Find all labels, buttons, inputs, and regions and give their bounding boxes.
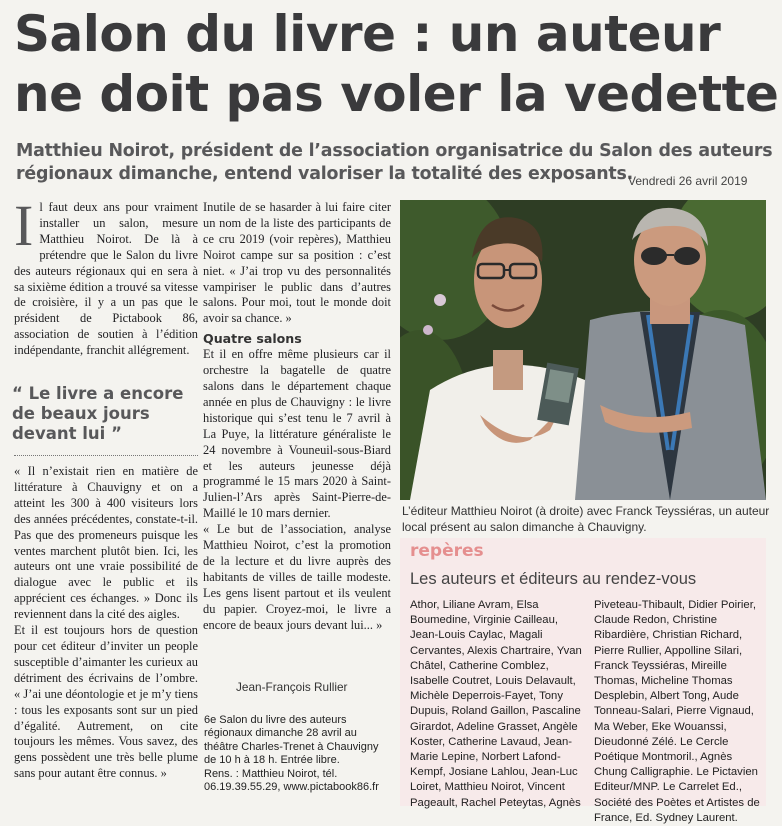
authors-list-column-1: Athor, Liliane Avram, Elsa Boumedine, Virginie Cailleau, Jean-Louis Caylac, Magali Cervantes, Alexis Chartraire, Yvan Châtel, Catherine Comblez, Isabelle Coutret, Louis Delavault, Michèle Deperrois-Fayet, Tony Dupuis, Roland Gaillon, Pascaline Girardot, Adeline Grasset, Angèle Koster, Catherine Lavaud, Jean-Marie Lepine, Norbert Lafond-Kempf, Josiane Lahlou, Jean-Luc Loiret, Matthieu Noirot, Vincent Pageault, Rachel Peteytas, Agnès [410,599,582,809]
event-info-details: 6e Salon du livre des auteurs régionaux dimanche 28 avril au théâtre Charles-Trenet à Chauvigny de 10 h à 18 h. Entrée libre. [204,714,379,767]
article-column-2 [203,200,391,633]
headline [14,4,779,124]
article-column-1 [14,193,198,359]
event-info-box [204,714,392,794]
subhead-quatre-salons: Quatre salons [203,331,302,347]
intro-paragraph [14,193,198,359]
photo-caption: L’éditeur Matthieu Noirot (à droite) avec Franck Teyssiéras, un auteur local présent au salon dimanche à Chauvigny. [402,504,770,534]
authors-list-column-2: Piveteau-Thibault, Didier Poirier, Claude Redon, Christine Ribardière, Christian Richard, Pierre Rullier, Appolline Silari, Franck Teyssiéras, Mireille Thomas, Micheline Thomas Desplebin, Albert Tong, Aude Tonneau-Salari, Pierre Vignaud, Ma Weber, Eke Wouanssi, Dieudonné Zélé. Le Cercle Poétique Montmoril., Agnès Chung Calligraphie. Le Pictavien Editeur/MNP. Le Carrelet Ed., Société des Poètes et Artistes de France, Ed. Sydney Laurent. [594,599,760,824]
body-paragraph-3: Et il est toujours hors de question pour cet éditeur d’inviter un people susceptible d’aimanter les curieux au détriment des écrivains de l’ombre. « J’ai une déontologie et je m’y tiens : tous les exposants sont sur un pied d’égalité. Autrement, on cite toujours les mêmes. Vous savez, des gens possèdent une très belle plume sans pour autant être connus. » [14,623,198,781]
publication-date: Vendredi 26 avril 2019 [628,174,748,188]
body-paragraph-6: « Le but de l’association, analyse Matthieu Noirot, c’est la promotion de la lecture et du livre auprès des habitants de villes de taille modeste. Les gens lisent partout et ils veulent du papier. Croyez-moi, le livre a encore de beaux jours devant lui... » [203,522,391,632]
headline-line-2: ne doit pas voler la vedette [14,65,779,123]
lead-line-2: régionaux dimanche, entend valoriser la totalité des exposants. [16,164,634,184]
article-column-1-continued [14,464,198,782]
author-signature: Jean-François Rullier [236,680,348,694]
reperes-title: repères [410,541,484,561]
lead-line-1: Matthieu Noirot, président de l’association organisatrice du Salon des auteurs [16,141,773,161]
intro-text: l faut deux ans pour vraiment installer un salon, mesure Matthieu Noirot. De là à prétendre que le Salon du livre des auteurs régionaux qui en sera à sa sixième édition a trouvé sa vitesse de croisière, il y a un pas que le président de Pictabook 86, association de soutien à l’édition indépendante, franchit allégrement. [14,200,198,358]
headline-line-1: Salon du livre : un auteur [14,5,721,63]
article-photo [400,200,766,500]
reperes-subtitle: Les auteurs et éditeurs au rendez-vous [410,570,697,588]
body-paragraph-4: Inutile de se hasarder à lui faire citer un nom de la liste des participants de ce cru 2019 (voir repères), Matthieu Noirot campe sur sa position : c’est niet. « J’ai trop vu des personnalités vampiriser le public dans d’autres salons. Pour moi, tout le monde doit avoir sa chance. » [203,200,391,326]
body-paragraph-2: « Il n’existait rien en matière de littérature à Chauvigny et on a atteint les 300 à 400 visiteurs lors des années précédentes, constate-t-il. Pas que des promeneurs puisque les ventes marchent plutôt bien. Ici, les auteurs ont une vraie possibilité de dialogue avec le public et ils apprécient ces échanges. » Donc ils reviennent dans la cité des aigles. [14,464,198,622]
pull-quote-divider [14,455,198,456]
photo-illustration [400,200,766,500]
drop-cap: I [14,193,34,258]
event-info-contact: Rens. : Matthieu Noirot, tél. 06.19.39.55.29, www.pictabook86.fr [204,767,379,794]
body-paragraph-5: Et il en offre même plusieurs car il orchestre la bagatelle de quatre salons dans le département chaque année en plus de Chauvigny : le livre historique qui s’est tenu le 7 avril à La Puye, la littérature généraliste le 24 novembre à Vouneuil-sous-Biard et les auteurs jeunesse déjà programmé le 15 mars 2020 à Saint-Julien-l’Ars après Saint-Pierre-de-Maillé le 10 mars dernier. [203,347,391,521]
pull-quote: “ Le livre a encore de beaux jours devant lui ” [12,384,184,443]
